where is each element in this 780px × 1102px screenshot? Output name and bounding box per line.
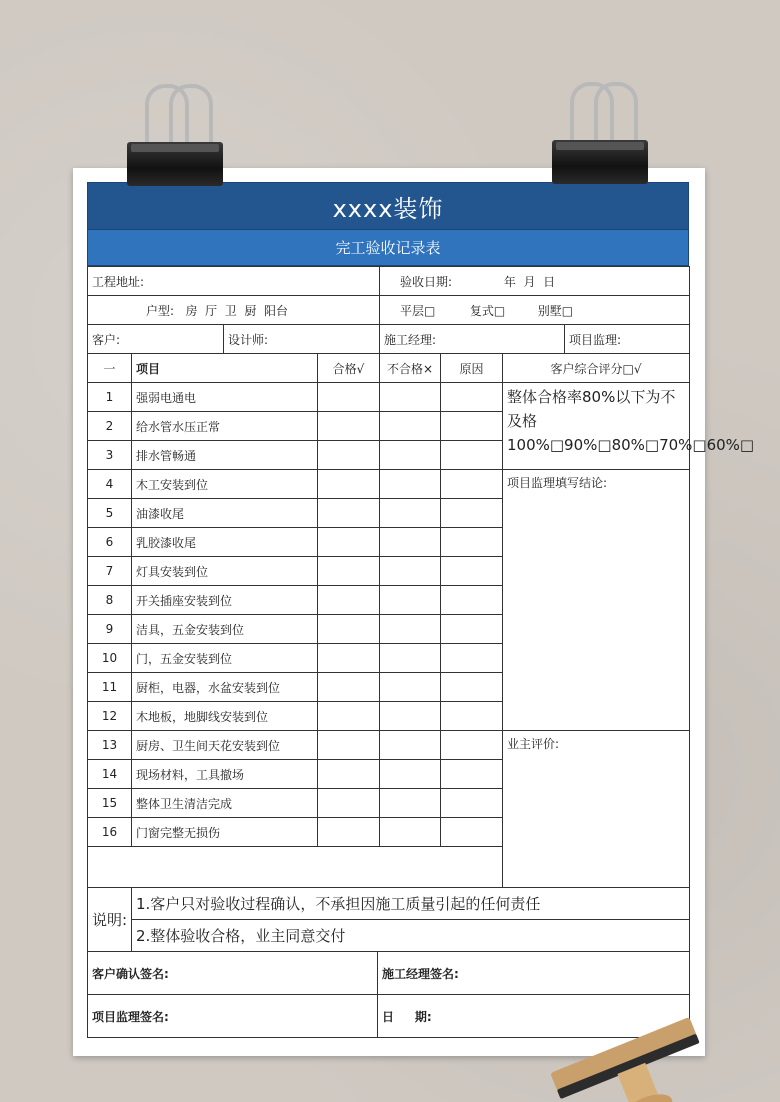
row-item: 灯具安装到位 xyxy=(132,557,318,586)
reason-cell[interactable] xyxy=(441,470,503,499)
fail-cell[interactable] xyxy=(380,586,441,615)
row-no: 4 xyxy=(88,470,132,499)
row-item: 强弱电通电 xyxy=(132,383,318,412)
row-item: 木工安装到位 xyxy=(132,470,318,499)
inspection-date-label: 验收日期: xyxy=(400,274,453,289)
rating-header: 客户综合评分□√ xyxy=(503,354,690,383)
villa-checkbox[interactable]: 别墅□ xyxy=(537,303,574,318)
inspection-date-value: 年 月 日 xyxy=(503,274,556,289)
reason-cell[interactable] xyxy=(441,499,503,528)
form-subtitle: 完工验收记录表 xyxy=(87,230,689,266)
house-style-field xyxy=(380,296,690,325)
flat-checkbox[interactable]: 平层□ xyxy=(400,303,436,318)
form-title: xxxx装饰 xyxy=(87,182,689,230)
row-no: 12 xyxy=(88,702,132,731)
customer-field[interactable]: 客户: xyxy=(88,325,224,354)
row-item: 厨柜，电器，水盆安装到位 xyxy=(132,673,318,702)
note-line-1: 1.客户只对验收过程确认，不承担因施工质量引起的任何责任 xyxy=(132,888,690,920)
header-pass: 合格√ xyxy=(318,354,380,383)
row-item: 乳胶漆收尾 xyxy=(132,528,318,557)
fail-cell[interactable] xyxy=(380,673,441,702)
reason-cell[interactable] xyxy=(441,673,503,702)
header-fail: 不合格× xyxy=(380,354,441,383)
pass-cell[interactable] xyxy=(318,789,380,818)
fail-cell[interactable] xyxy=(380,818,441,847)
row-no: 2 xyxy=(88,412,132,441)
blank-row xyxy=(88,847,503,888)
pass-cell[interactable] xyxy=(318,412,380,441)
form-sheet xyxy=(73,168,755,1056)
customer-signature[interactable]: 客户确认签名: xyxy=(88,952,378,995)
fail-cell[interactable] xyxy=(380,615,441,644)
manager-signature[interactable]: 施工经理签名: xyxy=(378,952,690,995)
row-no: 13 xyxy=(88,731,132,760)
reason-cell[interactable] xyxy=(441,644,503,673)
fail-cell[interactable] xyxy=(380,499,441,528)
house-type-field[interactable]: 户型: 房 厅 卫 厨 阳台 xyxy=(88,296,380,325)
supervisor-signature[interactable]: 项目监理签名: xyxy=(88,995,378,1038)
row-item: 现场材料，工具撤场 xyxy=(132,760,318,789)
pass-cell[interactable] xyxy=(318,644,380,673)
pass-cell[interactable] xyxy=(318,470,380,499)
fail-cell[interactable] xyxy=(380,731,441,760)
checklist-table xyxy=(87,354,755,888)
row-item: 油漆收尾 xyxy=(132,499,318,528)
header-reason: 原因 xyxy=(441,354,503,383)
reason-cell[interactable] xyxy=(441,557,503,586)
row-no: 6 xyxy=(88,528,132,557)
row-no: 15 xyxy=(88,789,132,818)
reason-cell[interactable] xyxy=(441,615,503,644)
construction-manager-field[interactable]: 施工经理: xyxy=(380,325,565,354)
header-index: 一 xyxy=(88,354,132,383)
inspection-date-field[interactable] xyxy=(380,267,690,296)
fail-cell[interactable] xyxy=(380,702,441,731)
row-no: 10 xyxy=(88,644,132,673)
binder-clip-right xyxy=(552,82,648,192)
fail-cell[interactable] xyxy=(380,644,441,673)
row-item: 洁具，五金安装到位 xyxy=(132,615,318,644)
reason-cell[interactable] xyxy=(441,731,503,760)
row-item: 门窗完整无损伤 xyxy=(132,818,318,847)
rubber-stamp-icon xyxy=(540,990,780,1102)
acceptance-form xyxy=(87,182,755,1038)
reason-cell[interactable] xyxy=(441,383,503,412)
row-item: 开关插座安装到位 xyxy=(132,586,318,615)
designer-field[interactable]: 设计师: xyxy=(224,325,380,354)
fail-cell[interactable] xyxy=(380,789,441,818)
pass-cell[interactable] xyxy=(318,557,380,586)
reason-cell[interactable] xyxy=(441,760,503,789)
row-no: 1 xyxy=(88,383,132,412)
clip-band-icon xyxy=(131,144,219,152)
notes-table xyxy=(87,888,690,952)
pass-cell[interactable] xyxy=(318,702,380,731)
pass-cell[interactable] xyxy=(318,528,380,557)
date-signature[interactable]: 日 期: xyxy=(378,995,690,1038)
row-item: 木地板，地脚线安装到位 xyxy=(132,702,318,731)
reason-cell[interactable] xyxy=(441,818,503,847)
pass-cell[interactable] xyxy=(318,586,380,615)
row-no: 8 xyxy=(88,586,132,615)
fail-cell[interactable] xyxy=(380,383,441,412)
header-item: 项目 xyxy=(132,354,318,383)
row-no: 7 xyxy=(88,557,132,586)
fail-cell[interactable] xyxy=(380,557,441,586)
info-table xyxy=(87,266,690,354)
fail-cell[interactable] xyxy=(380,470,441,499)
binder-clip-left xyxy=(127,84,223,194)
pass-cell[interactable] xyxy=(318,731,380,760)
row-item: 整体卫生清洁完成 xyxy=(132,789,318,818)
reason-cell[interactable] xyxy=(441,702,503,731)
pass-cell[interactable] xyxy=(318,760,380,789)
reason-cell[interactable] xyxy=(441,586,503,615)
pass-cell[interactable] xyxy=(318,818,380,847)
fail-cell[interactable] xyxy=(380,760,441,789)
rating-text[interactable]: 整体合格率80%以下为不及格100%□90%□80%□70%□60%□ xyxy=(503,383,690,470)
reason-cell[interactable] xyxy=(441,441,503,470)
pass-cell[interactable] xyxy=(318,441,380,470)
fail-cell[interactable] xyxy=(380,412,441,441)
pass-cell[interactable] xyxy=(318,615,380,644)
row-no: 3 xyxy=(88,441,132,470)
pass-cell[interactable] xyxy=(318,499,380,528)
note-line-2: 2.整体验收合格，业主同意交付 xyxy=(132,920,690,952)
supervisor-conclusion[interactable]: 项目监理填写结论: xyxy=(503,470,690,731)
row-no: 9 xyxy=(88,615,132,644)
row-no: 5 xyxy=(88,499,132,528)
pass-cell[interactable] xyxy=(318,673,380,702)
row-item: 厨房、卫生间天花安装到位 xyxy=(132,731,318,760)
reason-cell[interactable] xyxy=(441,528,503,557)
row-no: 16 xyxy=(88,818,132,847)
clip-band-icon xyxy=(556,142,644,150)
row-item: 给水管水压正常 xyxy=(132,412,318,441)
fail-cell[interactable] xyxy=(380,528,441,557)
fail-cell[interactable] xyxy=(380,441,441,470)
row-item: 排水管畅通 xyxy=(132,441,318,470)
reason-cell[interactable] xyxy=(441,412,503,441)
owner-comment[interactable]: 业主评价: xyxy=(503,731,690,888)
row-item: 门，五金安装到位 xyxy=(132,644,318,673)
row-no: 11 xyxy=(88,673,132,702)
supervisor-field[interactable]: 项目监理: xyxy=(565,325,690,354)
row-no: 14 xyxy=(88,760,132,789)
reason-cell[interactable] xyxy=(441,789,503,818)
notes-label: 说明: xyxy=(88,888,132,952)
address-field[interactable]: 工程地址: xyxy=(88,267,380,296)
duplex-checkbox[interactable]: 复式□ xyxy=(469,303,506,318)
pass-cell[interactable] xyxy=(318,383,380,412)
